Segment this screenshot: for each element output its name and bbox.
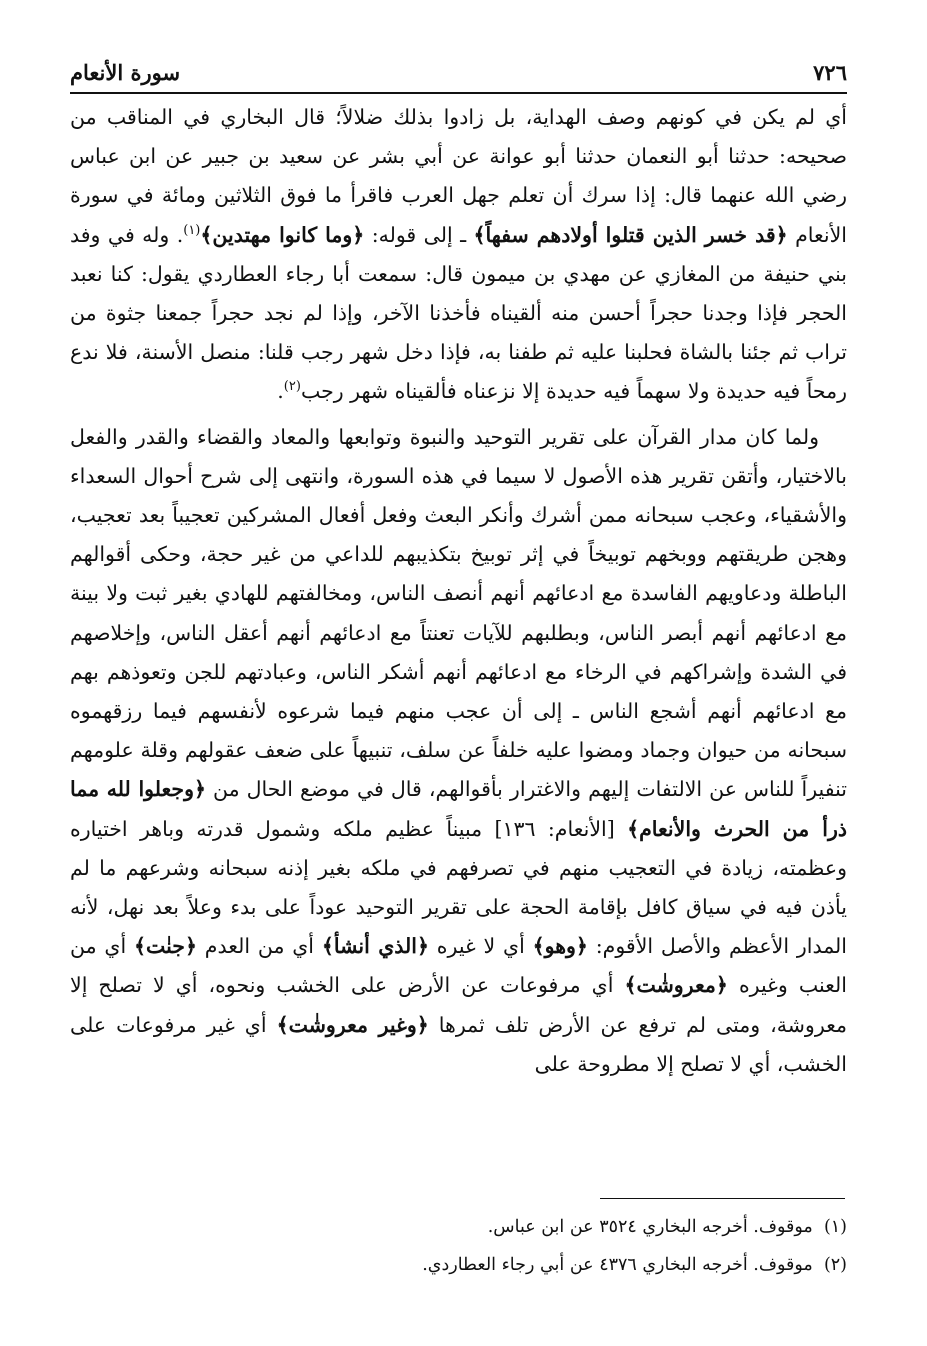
surah-title: سورة الأنعام <box>70 60 181 85</box>
paragraph-2 <box>70 418 847 1084</box>
text-run: [الأنعام: ١٣٦] مبيناً عظيم ملكه وشمول قدرته وباهر اختياره وعظمته، زيادة في التعجيب منهم في تصرفهم في ملكه بغير إذنه سبحانه وشرعهم ما لم يأذن فيه في سياق كافل بإقامة الحجة على تقرير التوحيد عوداً على بدء وعلاً بعد نهل، لأنه المدار الأعظم والأصل الأقوم: <box>70 816 847 959</box>
page-number: ٧٢٦ <box>813 60 847 85</box>
text-run: أي من العدم <box>196 934 322 959</box>
footnote-text: موقوف. أخرجه البخاري ٤٣٧٦ عن أبي رجاء العطاردي. <box>422 1255 813 1275</box>
footnotes <box>70 1208 847 1284</box>
footnote-text: موقوف. أخرجه البخاري ٣٥٢٤ عن ابن عباس. <box>487 1217 813 1237</box>
text-run: ـ إلى قوله: <box>364 222 474 247</box>
quran-quote: ﴿جنٰت﴾ <box>133 934 197 959</box>
quran-quote: ﴿وغير معروشٰت﴾ <box>276 1012 429 1037</box>
paragraph-1 <box>70 98 847 412</box>
footnote-ref-2[interactable]: (٢) <box>283 379 301 395</box>
footnote-divider <box>600 1198 845 1199</box>
quran-quote: ﴿وجعلوا لله مما ذرأ من الحرث والأنعام﴾ <box>70 777 847 841</box>
text-run: ولما كان مدار القرآن على تقرير التوحيد والنبوة وتوابعها والمعاد والقضاء والقدر والفعل بالاختيار، وأتقن تقرير هذه الأصول لا سيما في هذه السورة، وانتهى إلى شرح أحوال السعداء والأشقياء، وعجب سبحانه ممن أشرك وأنكر البعث وفعل أفعال المشركين تعجيباً بعد تعجيب، وهجن طريقتهم ووبخهم توبيخاً في إثر توبيخ بتكذيبهم للداعي من غير حجة، وحكى أقوالهم الباطلة ودعاويهم الفاسدة مع ادعائهم أنهم أنصف الناس، ومخالفتهم للهادي بغير ثبت ولا بينة مع ادعائهم أنهم أبصر الناس، وبطلبهم للآيات تعنتاً مع ادعائهم أنهم أعقل الناس، وإخلاصهم في الشدة وإشراكهم في الرخاء مع ادعائهم أنهم أشكر الناس، وعبادتهم للجن وتعوذهم بهم مع ادعائهم أنهم أشجع الناس ـ إلى أن عجب منهم فيما شرعوه لأنفسهم فيما رزقهموه سبحانه من حيوان وجماد ومضوا عليه خلفاً عن سلف، تنبيهاً على ضعف عقولهم وقلة علومهم تنفيراً للناس عن الالتفات إليهم والاغترار بأقوالهم، قال في موضع الحال من <box>70 424 848 802</box>
text-run: أي لم يكن في كونهم وصف الهداية، بل زادوا بذلك ضلالاً؛ قال البخاري في المناقب من صحيحه: حدثنا أبو النعمان حدثنا أبو عوانة عن أبي بشر عن سعيد بن جبير عن ابن عباس رضي الله عنهما قال: إذا سرك أن تعلم جهل العرب فاقرأ ما فوق الثلاثين ومائة في سورة الأنعام <box>70 105 848 247</box>
footnote-2 <box>70 1246 847 1284</box>
text-run: . <box>277 379 284 404</box>
text-run: أي لا غيره <box>428 934 533 959</box>
quran-quote: ﴿قد خسر الذين قتلوا أولادهم سفهاً﴾ <box>473 222 788 247</box>
main-text <box>70 98 847 1084</box>
text-run: . وله في وفد بني حنيفة من المغازي عن مهدي بن ميمون قال: سمعت أبا رجاء العطاردي يقول: كنا نعبد الحجر فإذا وجدنا حجراً أحسن منه ألقيناه فأخذنا الآخر، وإذا لم نجد حجراً جمعنا جثوة من تراب ثم جئنا بالشاة فحلبنا عليه ثم طفنا به، فإذا دخل شهر رجب قلنا: منصل الأسنة، فلا ندع رمحاً فيه حديدة ولا سهماً فيه حديدة إلا نزعناه فألقيناه شهر رجب <box>70 222 847 404</box>
text-run: أي مرفوعات عن الأرض على الخشب ونحوه، أي لا تصلح إلا معروشة، ومتى لم ترفع عن الأرض تلف ثمرها <box>70 973 848 1037</box>
quran-quote: ﴿الذي أنشأ﴾ <box>321 934 429 959</box>
quran-quote: ﴿وهو﴾ <box>532 934 588 959</box>
quran-quote: ﴿وما كانوا مهتدين﴾ <box>200 222 365 247</box>
page-header <box>70 52 847 94</box>
text-run: أي غير مرفوعات على الخشب، أي لا تصلح إلا مطروحة على <box>70 1012 847 1076</box>
footnote-1 <box>70 1208 847 1246</box>
footnote-number: (١) <box>823 1217 847 1237</box>
footnote-number: (٢) <box>823 1255 847 1275</box>
footnote-ref-1[interactable]: (١) <box>183 222 201 238</box>
quran-quote: ﴿معروشٰت﴾ <box>624 973 728 998</box>
text-run: أي من العنب وغيره <box>70 934 847 998</box>
